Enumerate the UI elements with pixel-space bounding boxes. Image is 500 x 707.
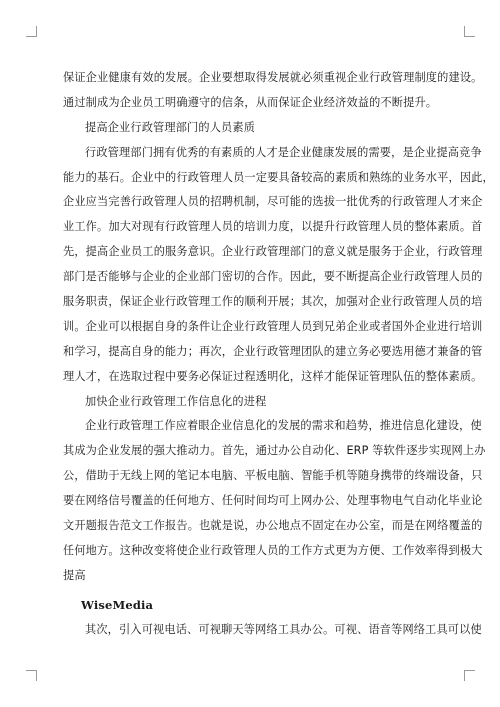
text-line: 任何地方。这种改变将使企业行政管理人员的工作方式更为方便、工作效率得到极大 — [63, 543, 483, 557]
crop-mark-top-right — [464, 26, 475, 37]
crop-mark-top-left — [26, 26, 37, 37]
watermark-logo-text: WiseMedia — [81, 597, 154, 612]
text-line: 部门是否能够与企业的企业部门密切的合作。因此，要不断提高企业行政管理人员的 — [63, 270, 483, 284]
text-line: 其成为企业发展的强大推动力。首先，通过办公自动化、ERP 等软件逐步实现网上办 — [63, 444, 486, 458]
section-heading: 加快企业行政管理工作信息化的进程 — [85, 394, 267, 408]
text-line: 提高 — [63, 568, 86, 582]
text-line: 先，提高企业员工的服务意识。企业行政管理部门的意义就是服务于企业，行政管理 — [63, 245, 483, 259]
text-line: 文开题报告范文工作报告。也就是说，办公地点不固定在办公室，而是在网络覆盖的 — [63, 519, 483, 533]
crop-mark-bottom-left — [26, 670, 37, 681]
text-line: 训。企业可以根据自身的条件让企业行政管理人员到兄弟企业或者国外企业进行培训 — [63, 319, 483, 333]
text-line: 能力的基石。企业中的行政管理人员一定要具备较高的素质和熟练的业务水平，因此， — [63, 170, 494, 184]
section-heading: 提高企业行政管理部门的人员素质 — [85, 120, 256, 134]
text-line: 和学习，提高自身的能力；再次，企业行政管理团队的建立务必要选用德才兼备的管 — [63, 344, 483, 358]
text-line: 行政管理部门拥有优秀的有素质的人才是企业健康发展的需要，是企业提高竞争 — [85, 145, 482, 159]
text-line: 服务职责，保证企业行政管理工作的顺利开展；其次，加强对企业行政管理人员的培 — [63, 295, 483, 309]
text-line: 保证企业健康有效的发展。企业要想取得发展就必须重视企业行政管理制度的建设。 — [63, 71, 483, 84]
text-line: 理人才，在选取过程中要务必保证过程透明化，这样才能保证管理队伍的整体素质。 — [63, 369, 483, 383]
text-line: 企业应当完善行政管理人员的招聘机制，尽可能的选拔一批优秀的行政管理人才来企 — [63, 195, 483, 209]
document-body — [63, 66, 494, 642]
crop-mark-bottom-right — [464, 670, 475, 681]
text-line: 通过制成为企业员工明确遵守的信条，从而保证企业经济效益的不断提升。 — [63, 95, 438, 109]
text-line: 要在网络信号覆盖的任何地方、任何时间均可上网办公、处理事物电气自动化毕业论 — [63, 494, 483, 508]
text-line: 其次，引入可视电话、可视聊天等网络工具办公。可视、语音等网络工具可以使 — [85, 622, 482, 636]
text-line: 业工作。加大对现有行政管理人员的培训力度，以提升行政管理人员的整体素质。首 — [63, 220, 483, 234]
text-line: 企业行政管理工作应着眼企业信息化的发展的需求和趋势，推进信息化建设，使 — [85, 419, 482, 433]
text-line: 公，借助于无线上网的笔记本电脑、平板电脑、智能手机等随身携带的终端设备，只 — [63, 469, 483, 483]
